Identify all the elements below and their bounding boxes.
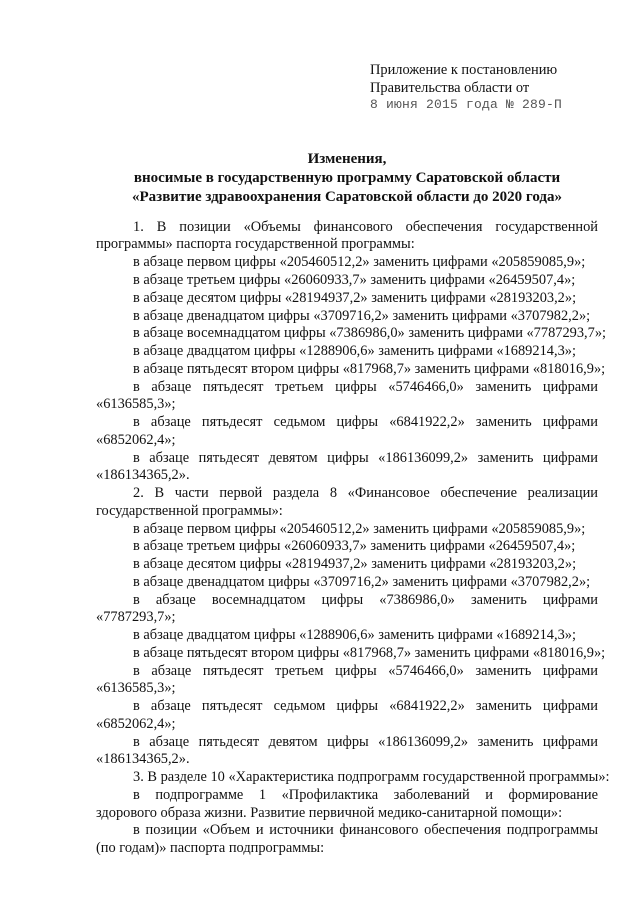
amendment-line: в абзаце десятом цифры «28194937,2» заменить цифрами «28193203,2»; xyxy=(133,290,577,306)
amendment-line: в абзаце третьем цифры «26060933,7» заменить цифрами «26459507,4»; xyxy=(133,538,576,554)
amendment-line: «7787293,7»; xyxy=(96,609,176,625)
amendment-line: в абзаце восемнадцатом цифры «7386986,0» заменить цифрами xyxy=(133,592,598,608)
amendment-line: в абзаце двадцатом цифры «1288906,6» заменить цифрами «1689214,3»; xyxy=(133,627,576,643)
amendment-line: «6136585,3»; xyxy=(96,396,176,412)
amendment-line: в абзаце третьем цифры «26060933,7» заменить цифрами «26459507,4»; xyxy=(133,272,576,288)
amendment-line: «6852062,4»; xyxy=(96,432,176,448)
title-line-1: Изменения, xyxy=(307,151,387,167)
amendment-line: «6136585,3»; xyxy=(96,680,176,696)
decree-date-stamp: 8 июня 2015 года № 289-П xyxy=(370,97,563,112)
amendment-line: в абзаце восемнадцатом цифры «7386986,0» заменить цифрами «7787293,7»; xyxy=(133,325,607,341)
item-2-line: 2. В части первой раздела 8 «Финансовое обеспечение реализации xyxy=(133,485,598,501)
amendment-line: «6852062,4»; xyxy=(96,716,176,732)
amendment-line: в абзаце двадцатом цифры «1288906,6» заменить цифрами «1689214,3»; xyxy=(133,343,576,359)
item-3-line: 3. В разделе 10 «Характеристика подпрограмм государственной программы»: xyxy=(133,769,610,785)
item-1-line: 1. В позиции «Объемы финансового обеспечения государственной xyxy=(133,219,598,235)
amendment-line: в абзаце пятьдесят втором цифры «817968,7» заменить цифрами «818016,9»; xyxy=(133,361,606,377)
amendment-line: в абзаце первом цифры «205460512,2» заменить цифрами «205859085,9»; xyxy=(133,521,586,537)
amendment-line: в абзаце пятьдесят втором цифры «817968,7» заменить цифрами «818016,9»; xyxy=(133,645,606,661)
item-3-line: здорового образа жизни. Развитие первичной медико-санитарной помощи»: xyxy=(96,805,563,821)
amendment-line: «186134365,2». xyxy=(96,751,190,767)
appendix-line-1: Приложение к постановлению xyxy=(370,62,558,78)
amendment-line: в абзаце десятом цифры «28194937,2» заменить цифрами «28193203,2»; xyxy=(133,556,577,572)
item-3-line: в подпрограмме 1 «Профилактика заболеваний и формирование xyxy=(133,787,598,803)
item-3-line: в позиции «Объем и источники финансового обеспечения подпрограммы xyxy=(133,822,598,838)
amendment-line: в абзаце пятьдесят третьем цифры «5746466,0» заменить цифрами xyxy=(133,379,598,395)
amendment-line: в абзаце пятьдесят девятом цифры «186136099,2» заменить цифрами xyxy=(133,734,598,750)
item-2-line: государственной программы»: xyxy=(96,503,283,519)
amendment-line: в абзаце пятьдесят седьмом цифры «6841922,2» заменить цифрами xyxy=(133,414,598,430)
amendment-line: в абзаце пятьдесят седьмом цифры «6841922,2» заменить цифрами xyxy=(133,698,598,714)
item-3-line: (по годам)» паспорта подпрограммы: xyxy=(96,840,325,856)
amendment-line: в абзаце двенадцатом цифры «3709716,2» заменить цифрами «3707982,2»; xyxy=(133,308,591,324)
amendment-line: «186134365,2». xyxy=(96,467,190,483)
amendment-line: в абзаце пятьдесят третьем цифры «5746466,0» заменить цифрами xyxy=(133,663,598,679)
appendix-line-2: Правительства области от xyxy=(370,80,530,96)
amendment-line: в абзаце первом цифры «205460512,2» заменить цифрами «205859085,9»; xyxy=(133,254,586,270)
amendment-line: в абзаце пятьдесят девятом цифры «186136099,2» заменить цифрами xyxy=(133,450,598,466)
item-1-line: программы» паспорта государственной программы: xyxy=(96,236,415,252)
title-line-2: вносимые в государственную программу Саратовской области xyxy=(133,170,561,186)
title-line-3: «Развитие здравоохранения Саратовской области до 2020 года» xyxy=(132,189,562,205)
amendment-line: в абзаце двенадцатом цифры «3709716,2» заменить цифрами «3707982,2»; xyxy=(133,574,591,590)
